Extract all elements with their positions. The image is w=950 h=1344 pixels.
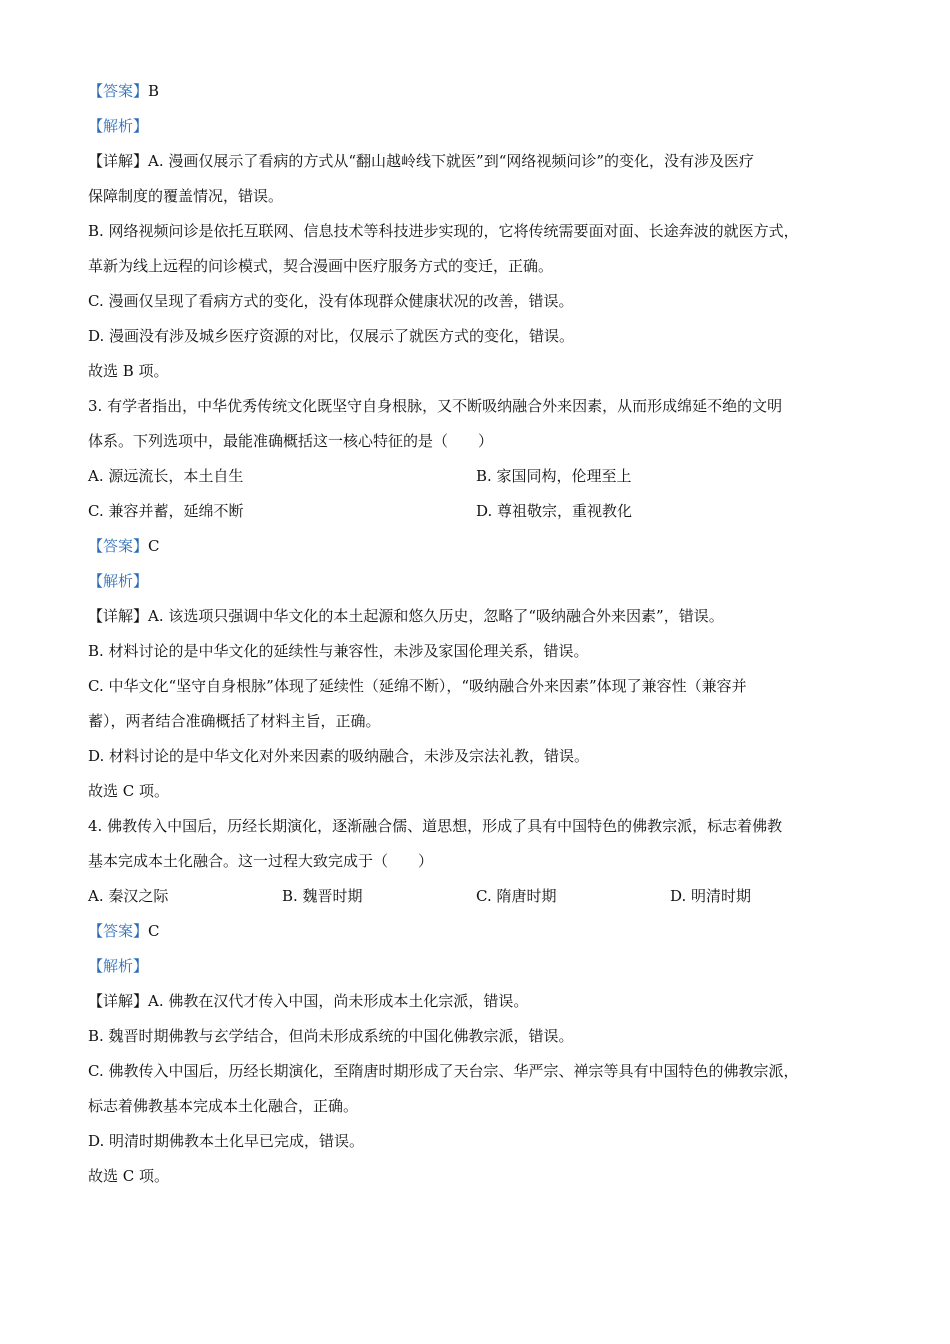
q4-detail-c-line-1: C. 佛教传入中国后，历经长期演化，至隋唐时期形成了天台宗、华严宗、禅宗等具有中国特色的佛教宗派， [88,1062,799,1080]
q4-stem-line-1: 4. 佛教传入中国后，历经长期演化，逐渐融合儒、道思想，形成了具有中国特色的佛教宗派，标志着佛教 [88,817,783,835]
q3-option-c: C. 兼容并蓄，延绵不断 [88,502,244,520]
q4-option-b: B. 魏晋时期 [282,887,363,905]
detail-label: 【详解】 [88,992,149,1010]
analysis-label: 【解析】 [88,117,149,135]
q2-detail-a-1: A. 漫画仅展示了看病的方式从“翻山越岭线下就医”到“网络视频问诊”的变化，没有涉及医疗 [148,152,755,170]
q3-conclusion: 故选 C 项。 [88,782,170,800]
q3-answer-line [88,529,868,564]
q2-conclusion: 故选 B 项。 [88,362,169,380]
q3-options-row-2 [88,494,868,529]
q2-detail-c: C. 漫画仅呈现了看病方式的变化，没有体现群众健康状况的改善，错误。 [88,292,574,310]
q3-detail-b: B. 材料讨论的是中华文化的延续性与兼容性，未涉及家国伦理关系，错误。 [88,642,589,660]
q3-detail-c-line-2: 蓄），两者结合准确概括了材料主旨，正确。 [88,712,381,730]
document-page [88,74,868,1194]
q2-detail-a-line-1 [88,144,868,179]
answer-label: 【答案】 [88,922,149,940]
q2-detail-a-line-2: 保障制度的覆盖情况，错误。 [88,187,284,205]
q3-detail-a: A. 该选项只强调中华文化的本土起源和悠久历史，忽略了“吸纳融合外来因素”，错误。 [148,607,724,625]
q4-detail-c-line-2: 标志着佛教基本完成本土化融合，正确。 [88,1097,359,1115]
q4-option-c: C. 隋唐时期 [476,887,557,905]
q4-detail-a: A. 佛教在汉代才传入中国，尚未形成本土化宗派，错误。 [148,992,529,1010]
analysis-label: 【解析】 [88,957,149,975]
q2-answer: B [148,82,160,100]
q4-stem-line-2: 基本完成本土化融合。这一过程大致完成于（ ） [88,852,434,870]
q4-option-d: D. 明清时期 [670,887,752,905]
q3-detail-d: D. 材料讨论的是中华文化对外来因素的吸纳融合，未涉及宗法礼教，错误。 [88,747,590,765]
q2-detail-d: D. 漫画没有涉及城乡医疗资源的对比，仅展示了就医方式的变化，错误。 [88,327,575,345]
q4-detail-b: B. 魏晋时期佛教与玄学结合，但尚未形成系统的中国化佛教宗派，错误。 [88,1027,574,1045]
q4-options-row [88,879,868,914]
q2-analysis-line [88,109,868,144]
answer-label: 【答案】 [88,82,149,100]
q3-options-row-1 [88,459,868,494]
q4-conclusion: 故选 C 项。 [88,1167,170,1185]
q4-analysis-line [88,949,868,984]
q2-detail-b-line-1: B. 网络视频问诊是依托互联网、信息技术等科技进步实现的，它将传统需要面对面、长途奔波的就医方式， [88,222,799,240]
q3-analysis-line [88,564,868,599]
q3-option-d: D. 尊祖敬宗，重视教化 [476,502,633,520]
q4-answer-line [88,914,868,949]
q3-answer: C [148,537,160,555]
q2-detail-b-line-2: 革新为线上远程的问诊模式，契合漫画中医疗服务方式的变迁，正确。 [88,257,554,275]
q3-stem-line-2: 体系。下列选项中，最能准确概括这一核心特征的是（ ） [88,432,494,450]
q4-detail-d: D. 明清时期佛教本土化早已完成，错误。 [88,1132,365,1150]
q3-option-a: A. 源远流长，本土自生 [88,467,244,485]
q4-answer: C [148,922,160,940]
detail-label: 【详解】 [88,152,149,170]
q3-option-b: B. 家国同构，伦理至上 [476,467,632,485]
q3-detail-a-line [88,599,868,634]
detail-label: 【详解】 [88,607,149,625]
q3-detail-c-line-1: C. 中华文化“坚守自身根脉”体现了延续性（延绵不断），“吸纳融合外来因素”体现了兼容性（兼容并 [88,677,747,695]
q2-answer-line [88,74,868,109]
q3-stem-line-1: 3. 有学者指出，中华优秀传统文化既坚守自身根脉，又不断吸纳融合外来因素，从而形成绵延不绝的文明 [88,397,783,415]
q4-detail-a-line [88,984,868,1019]
answer-label: 【答案】 [88,537,149,555]
q4-option-a: A. 秦汉之际 [88,887,169,905]
analysis-label: 【解析】 [88,572,149,590]
